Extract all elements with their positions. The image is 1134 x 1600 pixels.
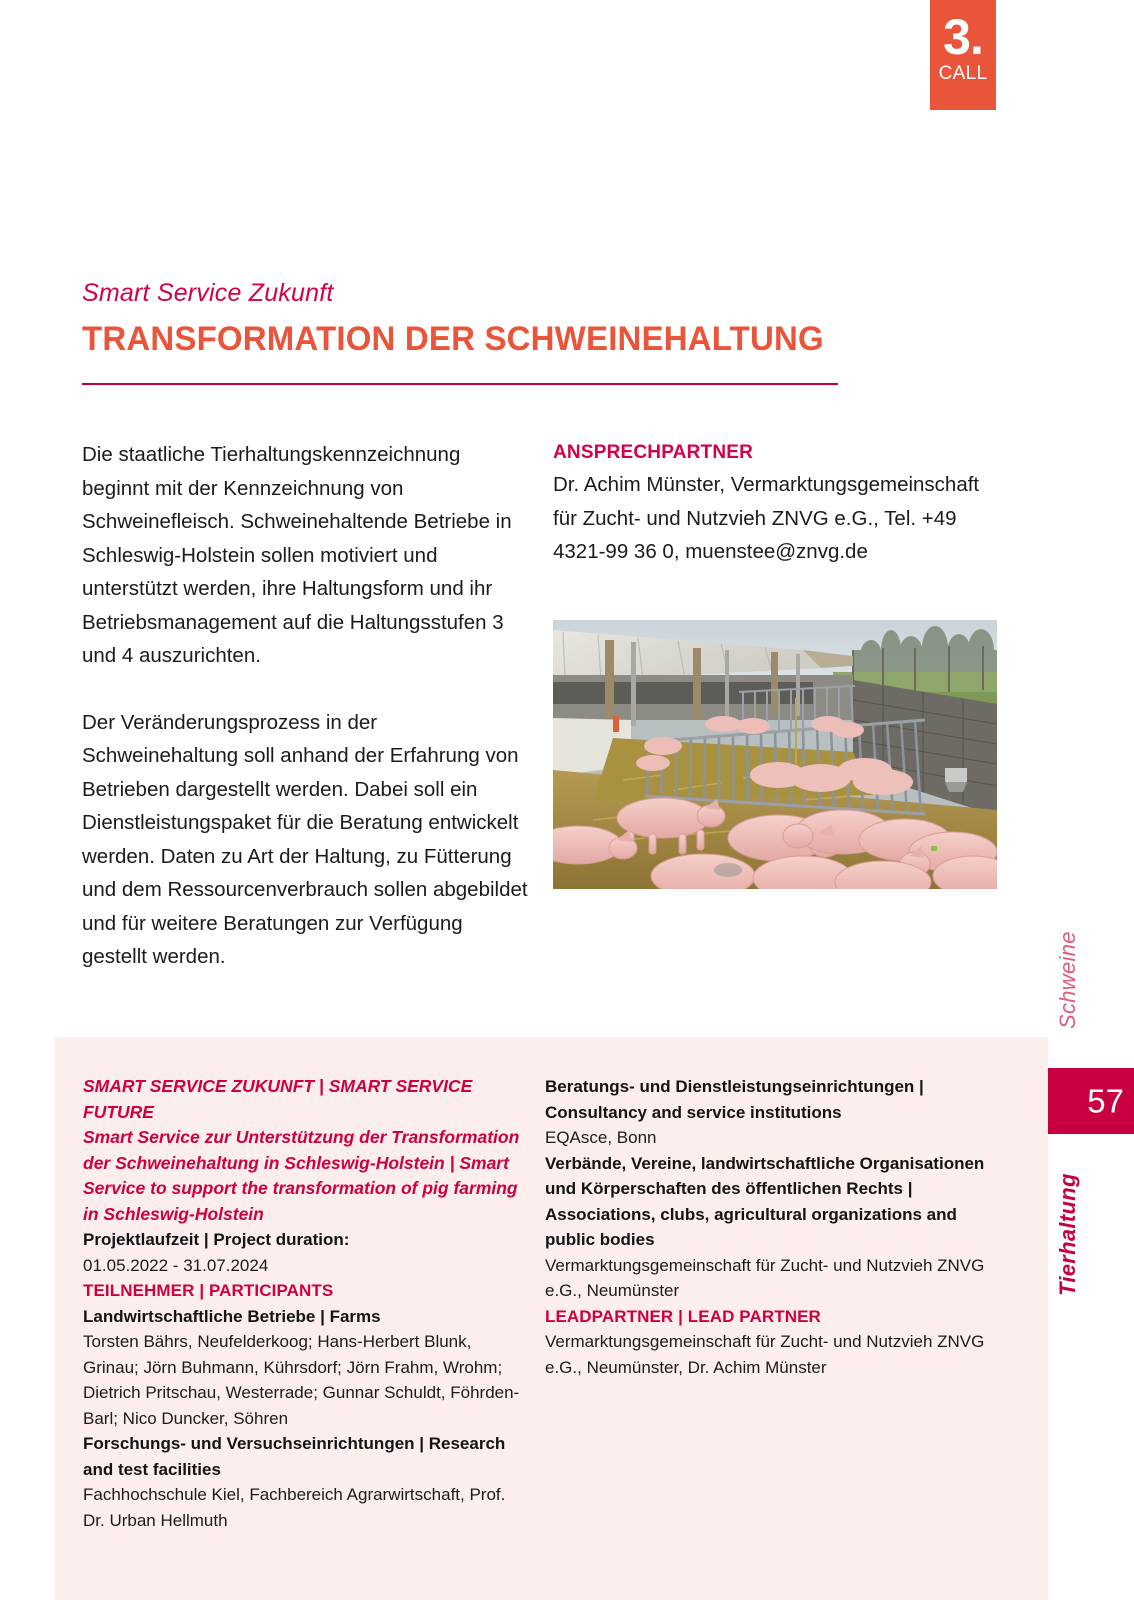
page-eyebrow: Smart Service Zukunft — [82, 279, 334, 307]
consultancy-label: Beratungs- und Dienstleistungseinrichtungen | Consultancy and service institutions — [545, 1077, 924, 1122]
body-paragraph-2: Der Veränderungsprozess in der Schweinehaltung soll anhand der Erfahrung von Betrieben dargestellt werden. Dabei soll ein Dienstleistungspaket für die Beratung entwickelt werden. Daten zu Art der Haltung, zu Fütterung und dem Ressourcenverbrauch sollen abgebildet und für weitere Beratungen zur Verfügung gestellt werden. — [82, 710, 528, 968]
duration-value: 01.05.2022 - 31.07.2024 — [83, 1255, 269, 1275]
title-block — [82, 278, 842, 360]
consultancy-value: EQAsce, Bonn — [545, 1128, 657, 1147]
research-label: Forschungs- und Versuchseinrichtungen | Research and test facilities — [83, 1434, 506, 1479]
farms-label: Landwirtschaftliche Betriebe | Farms — [83, 1306, 381, 1326]
pig-barn-illustration — [553, 620, 997, 889]
project-subtitle: Smart Service zur Unterstützung der Transformation der Schweinehaltung in Schleswig-Holstein | Smart Service to support the transformation of pig farming in Schleswig-Holstein — [83, 1127, 520, 1224]
associations-label: Verbände, Vereine, landwirtschaftliche Organisationen und Körperschaften des öffentlichen Rechts | Associations, clubs, agricultural organizations and public bodies — [545, 1153, 985, 1249]
leadpartner-heading: LEADPARTNER | LEAD PARTNER — [545, 1306, 821, 1326]
associations-value: Vermarktungsgemeinschaft für Zucht- und Nutzvieh ZNVG e.G., Neumünster — [545, 1255, 985, 1300]
contact-heading: ANSPRECHPARTNER — [553, 442, 754, 463]
margin-section-label-schweine: Schweine — [1055, 931, 1080, 1029]
project-info-box — [55, 1037, 1048, 1600]
info-column-right — [545, 1074, 1000, 1380]
duration-label: Projektlaufzeit | Project duration: — [83, 1230, 350, 1249]
contact-details: Dr. Achim Münster, Vermarktungsgemeinschaft für Zucht- und Nutzvieh ZNVG e.G., Tel. +49 4321-99 36 0, muenstee@znvg.de — [553, 473, 980, 563]
body-paragraph-1: Die staatliche Tierhaltungskennzeichnung beginnt mit der Kennzeichnung von Schweinefleisch. Schweinehaltende Betriebe in Schleswig-Holstein sollen motiviert und unterstützt werden, ihre Haltungsform und ihr Betriebsmanagement auf die Haltungsstufen 3 und 4 auszurichten. — [82, 443, 512, 667]
page-title: TRANSFORMATION DER SCHWEINEHALTUNG — [82, 320, 824, 358]
call-badge — [930, 0, 996, 110]
body-text-column — [82, 438, 530, 1007]
pig-barn-photo — [553, 620, 997, 889]
call-badge-label: CALL — [938, 63, 988, 84]
page-number-box — [1048, 1068, 1134, 1134]
farms-value: Torsten Bährs, Neufelderkoog; Hans-Herbert Blunk, Grinau; Jörn Buhmann, Kührsdorf; Jörn Frahm, Wrohm; Dietrich Pritschau, Westerrade; Gunnar Schuldt, Föhrden-Barl; Nico Duncker, Söhren — [83, 1332, 520, 1428]
info-column-left — [83, 1074, 523, 1533]
contact-block — [553, 438, 1003, 569]
research-value: Fachhochschule Kiel, Fachbereich Agrarwirtschaft, Prof. Dr. Urban Hellmuth — [83, 1485, 506, 1530]
leadpartner-value: Vermarktungsgemeinschaft für Zucht- und Nutzvieh ZNVG e.G., Neumünster, Dr. Achim Münster — [545, 1332, 985, 1377]
page-number: 57 — [1087, 1082, 1124, 1120]
margin-chapter-label-tierhaltung: Tierhaltung — [1055, 1173, 1080, 1297]
participants-heading: TEILNEHMER | PARTICIPANTS — [83, 1281, 334, 1300]
title-divider — [82, 383, 838, 385]
call-badge-number: 3. — [943, 9, 983, 65]
project-title: SMART SERVICE ZUKUNFT | SMART SERVICE FUTURE — [83, 1076, 473, 1122]
